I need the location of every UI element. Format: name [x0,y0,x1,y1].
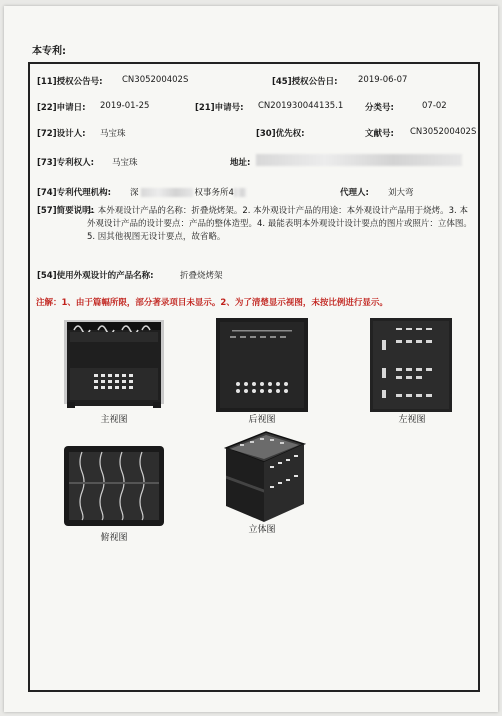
left-view-image [370,318,452,412]
reference-value: CN305200402S [410,127,477,137]
desc-label: [57]简要说明: [37,206,94,216]
front-view-caption: 主视图 [100,415,128,425]
class-value: 07-02 [422,101,447,111]
front-view-image [64,316,164,408]
agency-value: 深 权事务所4 [130,186,246,198]
grant-date-value: 2019-06-07 [358,75,408,85]
owner-label: [73]专利权人: [37,158,94,168]
brief-description [37,205,473,244]
top-view-caption: 俯视图 [100,533,128,543]
grant-no-value: CN305200402S [122,75,189,85]
note-text: 注解：1、由于篇幅所限，部分著录项目未显示。2、为了清楚显示视图，未按比例进行显示。 [36,298,388,308]
product-label: [54]使用外观设计的产品名称: [37,271,154,281]
agent-value: 刘大弯 [388,188,414,198]
address-redacted [256,154,462,166]
perspective-view-image [216,426,308,526]
back-view-image [216,318,308,412]
left-view-caption: 左视图 [398,415,426,425]
priority-label: [30]优先权: [256,129,305,139]
patent-record-frame [28,62,480,692]
app-no-label: [21]申请号: [195,103,244,113]
page-heading: 本专利: [32,46,66,57]
app-date-value: 2019-01-25 [100,101,150,111]
class-label: 分类号: [365,103,394,113]
designer-value: 马宝珠 [100,129,126,139]
patent-page [4,6,498,712]
perspective-view-caption: 立体图 [248,525,276,535]
grant-date-label: [45]授权公告日: [272,77,338,87]
reference-label: 文献号: [365,129,394,139]
desc-text: 1. 本外观设计产品的名称：折叠烧烤架。2. 本外观设计产品的用途：本外观设计产品用于烧烤。3. 本外观设计产品的设计要点：产品的整体造型。4. 最能表明本外观设计设计要点的图片或照片：立体图。5. 因其他视图无设计要点，故省略。 [87,206,472,242]
address-label: 地址: [230,158,251,168]
top-view-image [64,446,164,526]
designer-label: [72]设计人: [37,129,86,139]
grant-no-label: [11]授权公告号: [37,77,103,87]
product-value: 折叠烧烤架 [180,271,223,281]
agency-label: [74]专利代理机构: [37,188,111,198]
agent-label: 代理人: [340,188,369,198]
owner-value: 马宝珠 [112,158,138,168]
app-no-value: CN201930044135.1 [258,101,344,111]
app-date-label: [22]申请日: [37,103,86,113]
back-view-caption: 后视图 [248,415,276,425]
